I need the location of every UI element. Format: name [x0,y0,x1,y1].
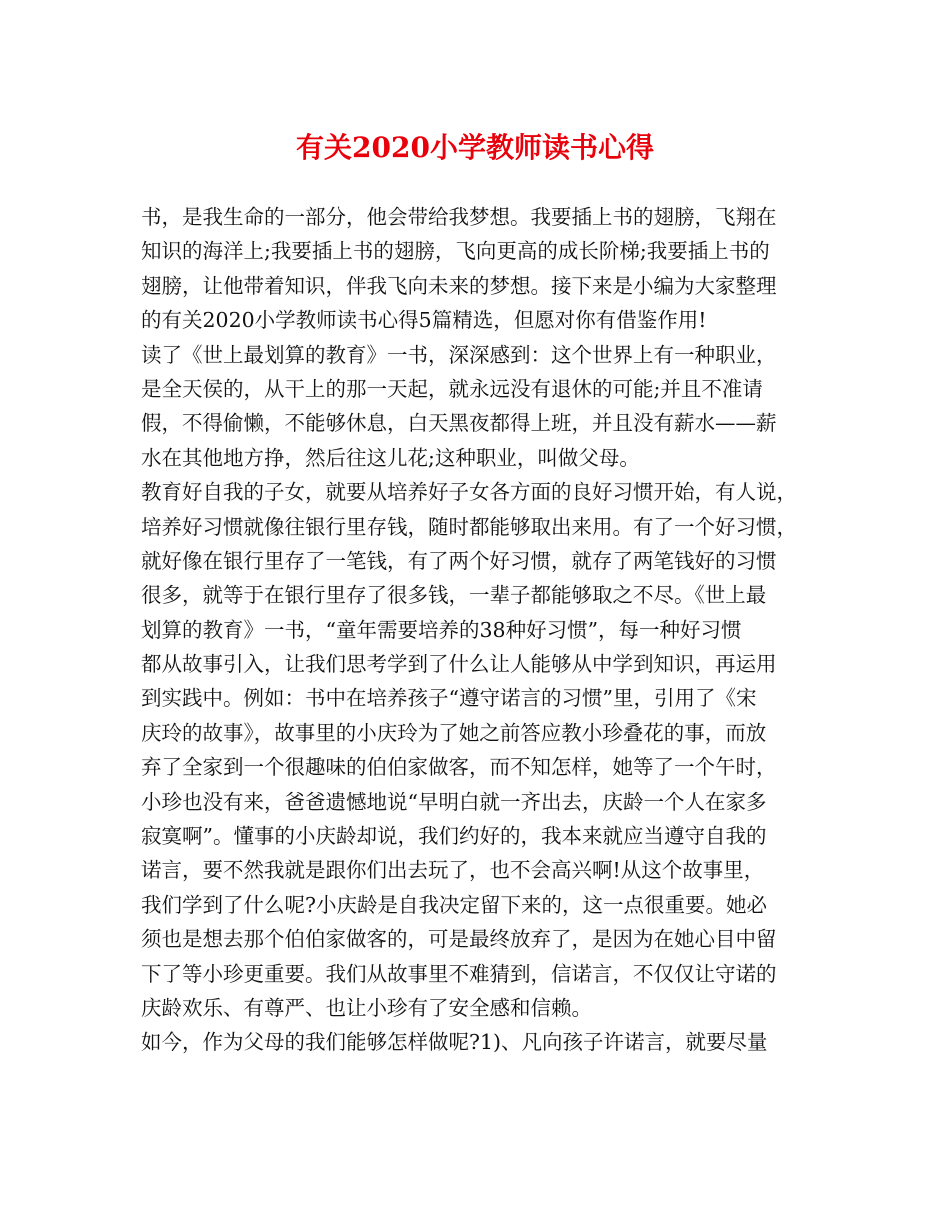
body-text-line: 翅膀，让他带着知识，伴我飞向未来的梦想。接下来是小编为大家整理 [141,273,777,298]
body-text-line: 如今，作为父母的我们能够怎样做呢?1)、凡向孩子许诺言，就要尽量 [141,1030,768,1055]
body-text-line: 培养好习惯就像往银行里存钱，随时都能够取出来用。有了一个好习惯， [141,514,797,539]
body-text-line: 书，是我生命的一部分，他会带给我梦想。我要插上书的翅膀，飞翔在 [141,205,777,229]
body-text-line: 很多，就等于在银行里存了很多钱，一辈子都能够取之不尽。《世上最 [141,583,767,608]
body-text-line: 教育好自我的子女，就要从培养好子女各方面的良好习惯开始，有人说， [141,480,797,505]
body-text-line: 下了等小珍更重要。我们从故事里不难猜到，信诺言，不仅仅让守诺的 [141,961,777,986]
body-text-line: 须也是想去那个伯伯家做客的，可是最终放弃了，是因为在她心目中留 [141,927,777,952]
body-text-line: 到实践中。例如：书中在培养孩子“遵守诺言的习惯”里，引用了《宋 [141,686,757,711]
body-text-line: 小珍也没有来，爸爸遗憾地说“早明白就一齐出去，庆龄一个人在家多 [141,789,767,814]
document-title: 有关2020小学教师读书心得 [296,131,654,164]
body-text-line: 我们学到了什么呢?小庆龄是自我决定留下来的，这一点很重要。她必 [141,892,767,917]
body-text-line: 诺言，要不然我就是跟你们出去玩了，也不会高兴啊!从这个故事里， [141,858,765,883]
body-text-line: 的有关2020小学教师读书心得5篇精选，但愿对你有借鉴作用! [141,308,707,333]
body-text-line: 庆玲的故事》，故事里的小庆玲为了她之前答应教小珍叠花的事，而放 [141,720,767,745]
body-text-line: 水在其他地方挣，然后往这儿花;这种职业，叫做父母。 [141,445,640,470]
body-text-line: 弃了全家到一个很趣味的伯伯家做客，而不知怎样，她等了一个午时， [141,755,777,780]
body-text-line: 庆龄欢乐、有尊严、也让小珍有了安全感和信赖。 [141,995,592,1020]
body-text-line: 是全天侯的，从干上的那一天起，就永远没有退休的可能;并且不准请 [141,376,763,401]
body-text-line: 都从故事引入，让我们思考学到了什么让人能够从中学到知识，再运用 [141,652,777,677]
body-text-line: 假，不得偷懒，不能够休息，白天黑夜都得上班，并且没有薪水——薪 [141,411,777,436]
body-text-line: 读了《世上最划算的教育》一书，深深感到：这个世界上有一种职业， [141,342,777,367]
body-text-line: 就好像在银行里存了一笔钱，有了两个好习惯，就存了两笔钱好的习惯 [141,548,777,573]
body-text-line: 划算的教育》一书，“童年需要培养的38种好习惯”，每一种好习惯 [141,617,742,642]
document-body [141,200,831,1060]
body-text-line: 寂寞啊”。懂事的小庆龄却说，我们约好的，我本来就应当遵守自我的 [141,824,767,849]
body-text-line: 知识的海洋上;我要插上书的翅膀，飞向更高的成长阶梯;我要插上书的 [141,239,770,264]
